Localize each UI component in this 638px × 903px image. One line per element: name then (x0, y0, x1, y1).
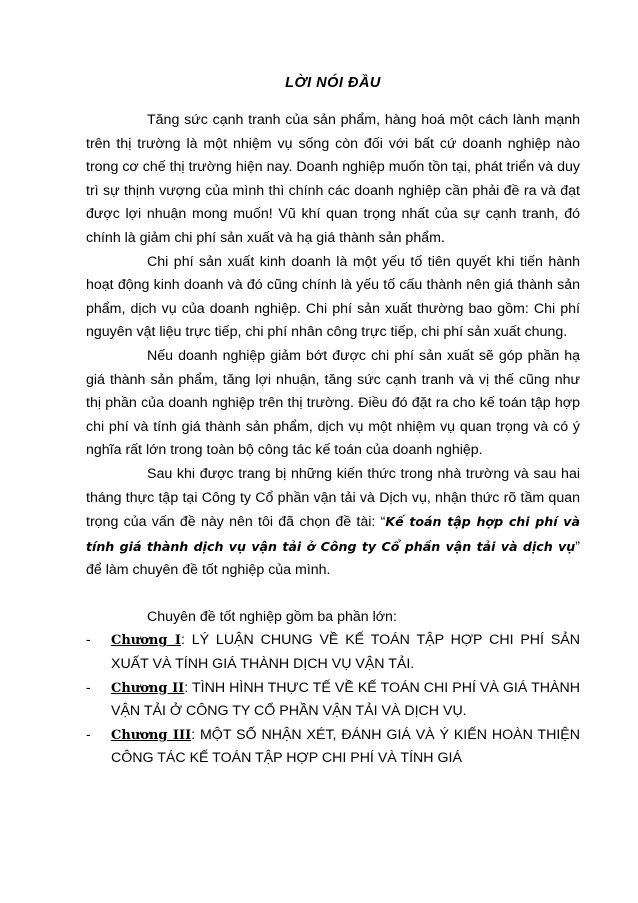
paragraph-competition: Tăng sức cạnh tranh của sản phẩm, hàng hoá một cách lành mạnh trên thị trường là một nhiệm vụ sống còn đối với bất cứ doanh nghiệp nào trong cơ chế thị trường hiện nay. Doanh nghiệp muốn tồn tại, phát triển và duy trì sự thịnh vượng của mình thì chính các doanh nghiệp cần phải đề ra và đạt được lợi nhuận mong muốn! Vũ khí quan trọng nhất của sự cạnh tranh, đó chính là giảm chi phí sản xuất và hạ giá thành sản phẩm. (86, 112, 580, 246)
page-title: LỜI NÓI ĐẦU (285, 75, 381, 91)
topic-outro-text: ” để làm chuyên đề tốt nghiệp của mình. (86, 538, 580, 579)
chapter-list (86, 629, 580, 771)
paragraph-production-cost: Chi phí sản xuất kinh doanh là một yếu tố tiên quyết khi tiến hành hoạt động kinh doanh và đó cũng chính là yếu tố cấu thành nên giá thành sản phẩm, dịch vụ của doanh nghiệp. Chi phí sản xuất thường bao gồm: Chi phí nguyên vật liệu trực tiếp, chi phí nhân công trực tiếp, chi phí sản xuất chung. (86, 253, 580, 341)
chapter-text: : TÌNH HÌNH THỰC TẾ VỀ KẾ TOÁN CHI PHÍ VÀ GIÁ THÀNH VẬN TẢI Ở CÔNG TY CỔ PHẦN VẬN TẢI VÀ DỊCH VỤ. (111, 679, 580, 720)
paragraph-cost-reduction: Nếu doanh nghiệp giảm bớt được chi phí sản xuất sẽ góp phần hạ giá thành sản phẩm, tăng lợi nhuận, tăng sức cạnh tranh và vị thế cũng như thị phần của doanh nghiệp trên thị trường. Điều đó đặt ra cho kế toán tập hợp chi phí và tính giá thành sản phẩm, dịch vụ một nhiệm vụ quan trọng và có ý nghĩa rất lớn trong toàn bộ công tác kế toán của doanh nghiệp. (86, 347, 580, 459)
list-bullet: - (86, 679, 91, 696)
chapter-item-2 (86, 677, 580, 724)
chapter-label: Chương III (111, 727, 192, 743)
topic-title: Kế toán tập hợp chi phí và tính giá thành dịch vụ vận tải ở Công ty Cổ phần vận tải và dịch vụ (86, 514, 580, 554)
topic-intro-text: Sau khi được trang bị những kiến thức trong nhà trường và sau hai tháng thực tập tại Công ty Cổ phần vận tải và Dịch vụ, nhận thức rõ tầm quan trọng của vấn đề này nên tôi đã chọn đề tài: “ (86, 465, 580, 531)
list-bullet: - (86, 632, 91, 649)
paragraph-topic (86, 463, 580, 583)
chapter-item-3 (86, 724, 580, 771)
chapter-text: : MỘT SỐ NHẬN XÉT, ĐÁNH GIÁ VÀ Ý KIẾN HOÀN THIỆN CÔNG TÁC KẾ TOÁN TẬP HỢP CHI PHÍ VÀ TÍNH GIÁ (111, 726, 580, 767)
chapters-intro: Chuyên đề tốt nghiệp gồm ba phần lớn: (147, 608, 397, 625)
chapter-label: Chương I (111, 633, 181, 649)
list-bullet: - (86, 726, 91, 743)
chapter-text: : LÝ LUẬN CHUNG VỀ KẾ TOÁN TẬP HỢP CHI PHÍ SẢN XUẤT VÀ TÍNH GIÁ THÀNH DỊCH VỤ VẬN TẢI. (111, 632, 580, 673)
chapter-item-1 (86, 629, 580, 676)
spacer (86, 583, 580, 606)
chapter-label: Chương II (111, 680, 185, 696)
